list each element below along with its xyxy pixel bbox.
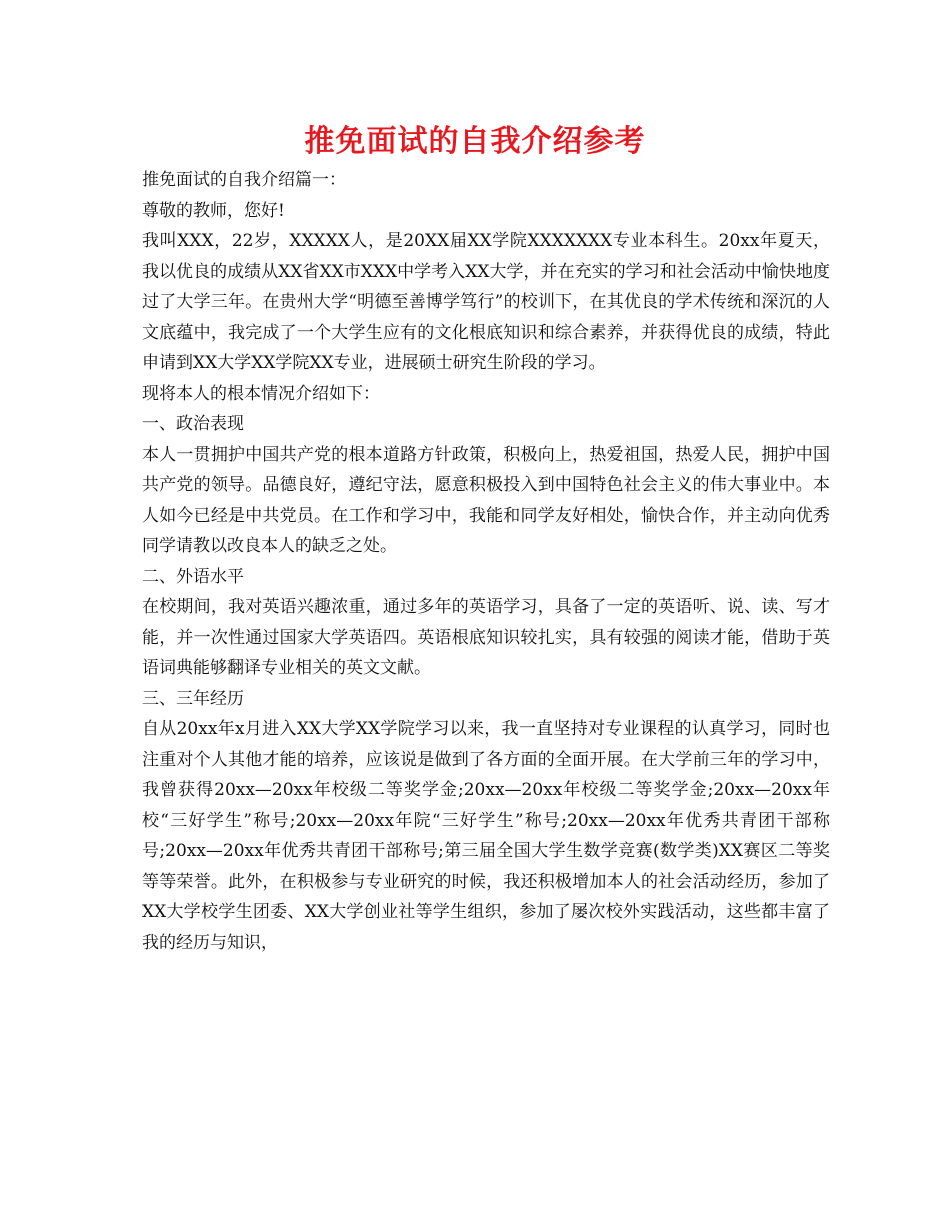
document-title: 推免面试的自我介绍参考	[304, 124, 646, 159]
paragraph-lead-in: 现将本人的根本情况介绍如下：	[142, 383, 380, 404]
section-heading-language: 二、外语水平	[142, 566, 244, 587]
paragraph-introduction: 我叫XXX，22岁，XXXXX人，是20XX届XX学院XXXXXXX专业本科生。20xx年夏天，我以优良的成绩从XX省XX市XXX中学考入XX大学，并在充实的学习和社会活动中愉快地度过了大学三年。在贵州大学“明德至善博学笃行”的校训下，在其优良的学术传统和深沉的人文底蕴中，我完成了一个大学生应有的文化根底知识和综合素养，并获得优良的成绩，特此申请到XX大学XX学院XX专业，进展硕士研究生阶段的学习。	[142, 231, 830, 373]
section-heading-experience: 三、三年经历	[142, 688, 244, 709]
paragraph-language: 在校期间，我对英语兴趣浓重，通过多年的英语学习，具备了一定的英语听、说、读、写才能，并一次性通过国家大学英语四。英语根底知识较扎实，具有较强的阅读才能，借助于英语词典能够翻译专业相关的英文文献。	[142, 597, 830, 678]
document-body	[142, 165, 830, 958]
section-heading-politics: 一、政治表现	[142, 414, 244, 434]
paragraph-experience: 自从20xx年x月进入XX大学XX学院学习以来，我一直坚持对专业课程的认真学习，同时也注重对个人其他才能的培养，应该说是做到了各方面的全面开展。在大学前三年的学习中，我曾获得20xx—20xx年校级二等奖学金;20xx—20xx年校级二等奖学金;20xx—20xx年校“三好学生”称号;20xx—20xx年院“三好学生”称号;20xx—20xx年优秀共青团干部称号;20xx—20xx年优秀共青团干部称号;第三届全国大学生数学竞赛(数学类)XX赛区二等奖等等荣誉。此外，在积极参与专业研究的时候，我还积极增加本人的社会活动经历，参加了XX大学校学生团委、XX大学创业社等学生组织，参加了屡次校外实践活动，这些都丰富了我的经历与知识，	[142, 719, 830, 953]
section-heading-intro: 推免面试的自我介绍篇一：	[142, 170, 346, 190]
greeting: 尊敬的教师，您好!	[142, 200, 285, 221]
paragraph-politics: 本人一贯拥护中国共产党的根本道路方针政策，积极向上，热爱祖国，热爱人民，拥护中国共产党的领导。品德良好，遵纪守法，愿意积极投入到中国特色社会主义的伟大事业中。本人如今已经是中共党员。在工作和学习中，我能和同学友好相处，愉快合作，并主动向优秀同学请教以改良本人的缺乏之处。	[142, 444, 830, 556]
